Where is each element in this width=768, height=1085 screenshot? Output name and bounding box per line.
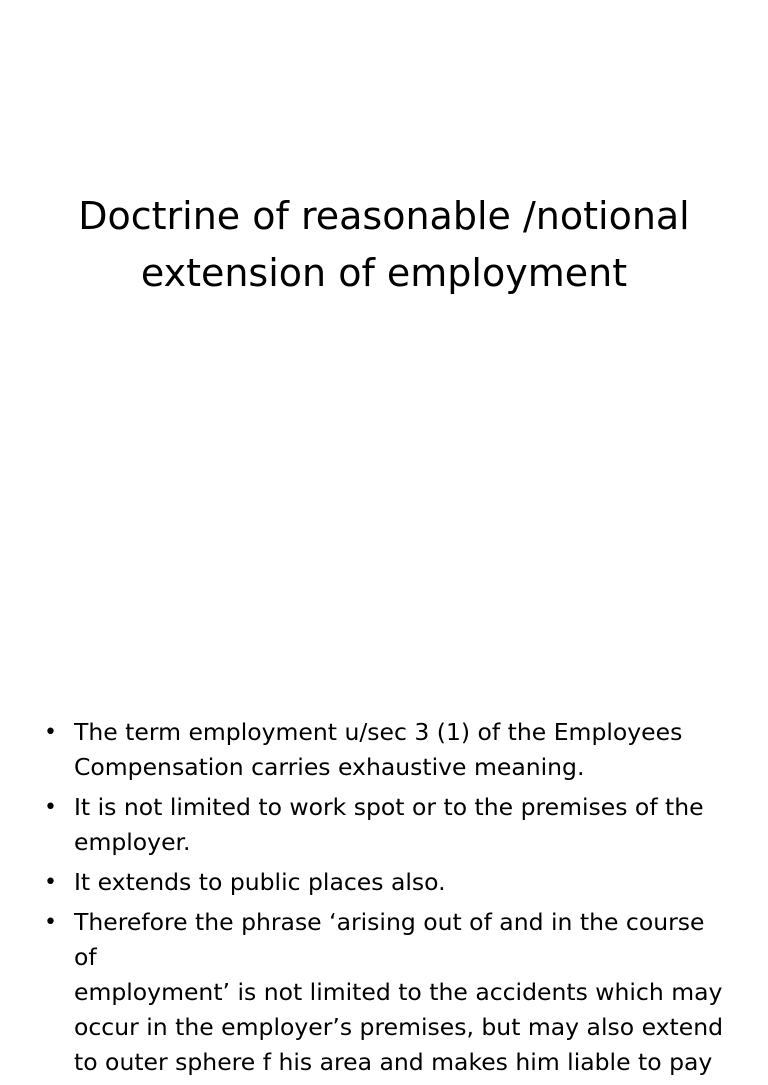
bullet-icon: • — [44, 870, 57, 895]
bullet-4-line-2: employment’ is not limited to the accidents which may — [74, 978, 723, 1006]
bullet-item-3 — [44, 865, 734, 900]
bullet-2-line-1: It is not limited to work spot or to the premises of the — [74, 793, 704, 821]
bullet-4-line-3: occur in the employer’s premises, but may also extend — [74, 1013, 724, 1041]
bullet-item-4 — [44, 905, 734, 1080]
bullet-icon: • — [44, 720, 57, 745]
slide-title-line-1: Doctrine of reasonable /notional — [78, 194, 690, 238]
bullet-item-1 — [44, 715, 734, 785]
bullet-list — [44, 715, 734, 1085]
bullet-4-line-1: Therefore the phrase ‘arising out of and in the course of — [74, 908, 705, 971]
slide-title-line-2: extension of employment — [140, 251, 628, 295]
bullet-3-line-1: It extends to public places also. — [74, 868, 446, 896]
bullet-icon: • — [44, 795, 57, 820]
bullet-item-2 — [44, 790, 734, 860]
bullet-1-line-2: Compensation carries exhaustive meaning. — [74, 753, 585, 781]
bullet-4-line-4: to outer sphere f his area and makes him liable to pay — [74, 1048, 713, 1076]
bullet-2-line-2: employer. — [74, 828, 191, 856]
bullet-icon: • — [44, 910, 57, 935]
bullet-1-line-1: The term employment u/sec 3 (1) of the Employees — [74, 718, 683, 746]
